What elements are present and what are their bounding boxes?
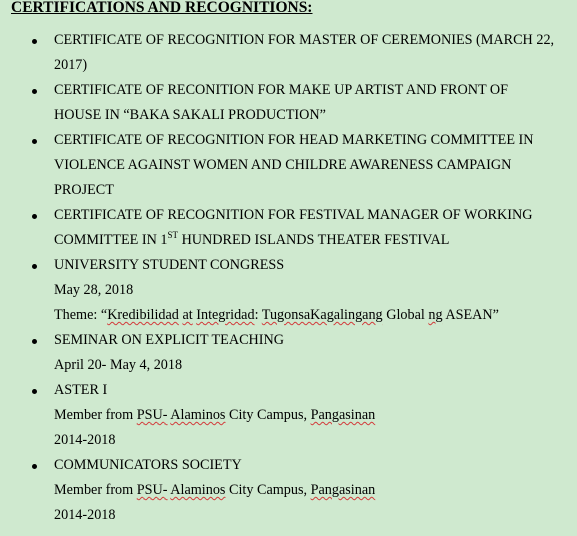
bullet-icon (32, 139, 37, 144)
theme-word: TugonsaKagalingang (261, 307, 383, 323)
bullet-icon (32, 389, 37, 394)
item-member (0, 478, 577, 503)
member-text: Pangasinan (310, 407, 376, 423)
bullet-icon (32, 464, 37, 469)
theme-word: ASEAN (445, 307, 493, 323)
member-text: PSU- (136, 482, 168, 498)
item-line: CERTIFICATE OF RECOGNITION FOR MASTER OF CEREMONIES (MARCH 22, (54, 32, 555, 48)
item-line: 2017) (54, 57, 88, 73)
member-text: City Campus, (225, 482, 311, 498)
item-member (0, 403, 577, 428)
member-text: City Campus, (225, 407, 311, 423)
item-line: HOUSE IN “BAKA SAKALI PRODUCTION” (54, 107, 326, 123)
section-heading: CERTIFICATIONS AND RECOGNITIONS: (11, 0, 313, 16)
member-text: Member from (54, 482, 137, 498)
member-text: Member from (54, 407, 137, 423)
line-text: HUNDRED ISLANDS THEATER FESTIVAL (178, 232, 450, 248)
theme-word: Global (386, 307, 425, 323)
list-item (0, 203, 577, 253)
list-item (0, 328, 577, 378)
member-text: PSU- (136, 407, 168, 423)
theme-word: ” (492, 307, 499, 323)
theme-word: : (254, 307, 262, 323)
item-line: PROJECT (54, 182, 114, 198)
item-title: COMMUNICATORS SOCIETY (54, 457, 242, 473)
theme-word: ng (428, 307, 443, 323)
list-item (0, 378, 577, 453)
item-date: May 28, 2018 (54, 282, 134, 298)
member-text: Alaminos (170, 407, 226, 423)
item-line (0, 228, 577, 253)
line-text: COMMITTEE IN 1 (54, 232, 168, 248)
bullet-icon (32, 89, 37, 94)
list-item (0, 78, 577, 128)
theme-word: at (182, 307, 193, 323)
item-years: 2014-2018 (54, 507, 116, 523)
bullet-icon (32, 214, 37, 219)
certifications-list (0, 28, 577, 528)
item-date: April 20- May 4, 2018 (54, 357, 183, 373)
theme-label: Theme: “ (54, 307, 108, 323)
list-item (0, 453, 577, 528)
theme-word: Integridad (196, 307, 255, 323)
bullet-icon (32, 339, 37, 344)
item-years: 2014-2018 (54, 432, 116, 448)
theme-word: Kredibilidad (107, 307, 179, 323)
bullet-icon (32, 264, 37, 269)
item-line: CERTIFICATE OF RECONITION FOR MAKE UP ARTIST AND FRONT OF (54, 82, 509, 98)
item-theme (0, 303, 577, 328)
member-text: Alaminos (170, 482, 226, 498)
member-text: Pangasinan (310, 482, 376, 498)
list-item (0, 253, 577, 328)
item-title: UNIVERSITY STUDENT CONGRESS (54, 257, 285, 273)
item-title: SEMINAR ON EXPLICIT TEACHING (54, 332, 285, 348)
superscript-text: ST (167, 230, 179, 240)
item-title: ASTER I (54, 382, 108, 398)
item-line: VIOLENCE AGAINST WOMEN AND CHILDRE AWARENESS CAMPAIGN (54, 157, 512, 173)
list-item (0, 28, 577, 78)
list-item (0, 128, 577, 203)
bullet-icon (32, 39, 37, 44)
item-line: CERTIFICATE OF RECOGNITION FOR HEAD MARKETING COMMITTEE IN (54, 132, 534, 148)
item-line: CERTIFICATE OF RECOGNITION FOR FESTIVAL MANAGER OF WORKING (54, 207, 533, 223)
